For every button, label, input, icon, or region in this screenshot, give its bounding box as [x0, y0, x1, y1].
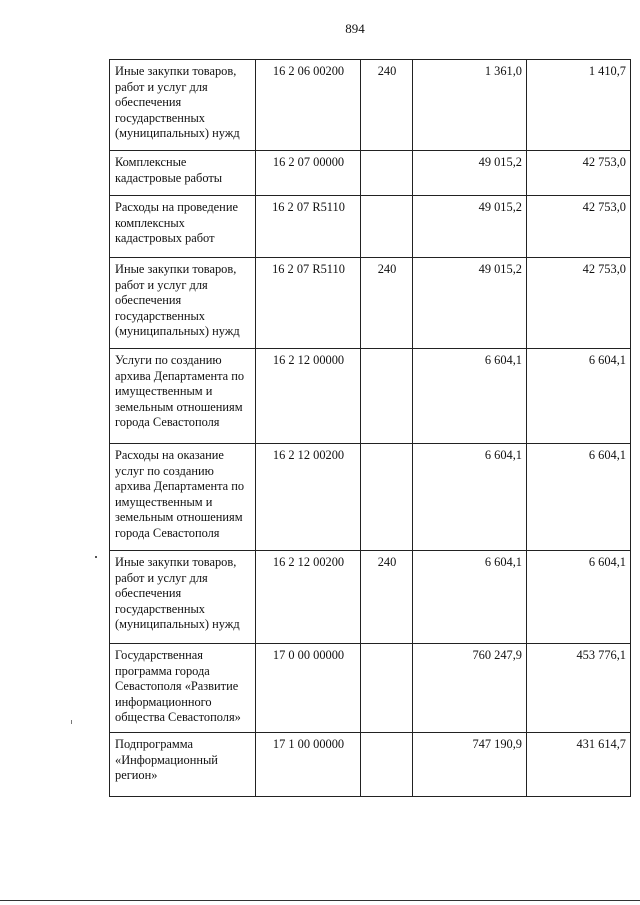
- amount-year-1-cell: 760 247,9: [413, 644, 527, 733]
- page-number: 894: [345, 21, 365, 36]
- expense-name-cell: Иные закупки товаров, работ и услуг для обеспечения государственных (муниципальных) нужд: [110, 551, 256, 644]
- amount-year-2-cell: 42 753,0: [527, 258, 631, 349]
- expense-type-cell: [361, 151, 413, 196]
- page-bottom-rule: [0, 900, 640, 901]
- amount-year-2-cell: 6 604,1: [527, 551, 631, 644]
- target-code-cell: 16 2 12 00000: [256, 349, 361, 444]
- amount-year-2-cell: 6 604,1: [527, 444, 631, 551]
- table-row: [110, 349, 631, 444]
- amount-year-2-cell: 431 614,7: [527, 733, 631, 797]
- target-code-cell: 16 2 07 R5110: [256, 258, 361, 349]
- expense-type-cell: 240: [361, 60, 413, 151]
- amount-year-1-cell: 49 015,2: [413, 151, 527, 196]
- amount-year-1-cell: 1 361,0: [413, 60, 527, 151]
- target-code-cell: 16 2 12 00200: [256, 551, 361, 644]
- amount-year-2-cell: 453 776,1: [527, 644, 631, 733]
- target-code-cell: 16 2 07 00000: [256, 151, 361, 196]
- amount-year-1-cell: 6 604,1: [413, 551, 527, 644]
- amount-year-2-cell: 6 604,1: [527, 349, 631, 444]
- table-row: [110, 258, 631, 349]
- amount-year-1-cell: 49 015,2: [413, 196, 527, 258]
- expense-name-cell: Услуги по созданию архива Департамента по имущественным и земельным отношениям города Севастополя: [110, 349, 256, 444]
- target-code-cell: 17 1 00 00000: [256, 733, 361, 797]
- target-code-cell: 16 2 06 00200: [256, 60, 361, 151]
- amount-year-2-cell: 1 410,7: [527, 60, 631, 151]
- table-row: [110, 551, 631, 644]
- expense-type-cell: [361, 349, 413, 444]
- amount-year-1-cell: 747 190,9: [413, 733, 527, 797]
- amount-year-1-cell: 6 604,1: [413, 444, 527, 551]
- expense-type-cell: 240: [361, 258, 413, 349]
- scan-speck: [95, 556, 97, 558]
- amount-year-2-cell: 42 753,0: [527, 151, 631, 196]
- expense-type-cell: 240: [361, 551, 413, 644]
- table-row: [110, 60, 631, 151]
- amount-year-1-cell: 6 604,1: [413, 349, 527, 444]
- table-row: [110, 151, 631, 196]
- table-row: [110, 733, 631, 797]
- expense-name-cell: Иные закупки товаров, работ и услуг для обеспечения государственных (муниципальных) нужд: [110, 258, 256, 349]
- budget-table: [109, 59, 631, 797]
- amount-year-1-cell: 49 015,2: [413, 258, 527, 349]
- scan-speck: [71, 720, 72, 724]
- expense-name-cell: Расходы на проведение комплексных кадастровых работ: [110, 196, 256, 258]
- amount-year-2-cell: 42 753,0: [527, 196, 631, 258]
- target-code-cell: 16 2 07 R5110: [256, 196, 361, 258]
- expense-name-cell: Комплексные кадастровые работы: [110, 151, 256, 196]
- expense-name-cell: Государственная программа города Севастополя «Развитие информационного общества Севастополя»: [110, 644, 256, 733]
- expense-type-cell: [361, 733, 413, 797]
- target-code-cell: 17 0 00 00000: [256, 644, 361, 733]
- expense-name-cell: Подпрограмма «Информационный регион»: [110, 733, 256, 797]
- budget-table-body: [110, 60, 631, 797]
- table-row: [110, 196, 631, 258]
- expense-name-cell: Расходы на оказание услуг по созданию архива Департамента по имущественным и земельным отношениям города Севастополя: [110, 444, 256, 551]
- table-row: [110, 644, 631, 733]
- expense-type-cell: [361, 444, 413, 551]
- expense-name-cell: Иные закупки товаров, работ и услуг для обеспечения государственных (муниципальных) нужд: [110, 60, 256, 151]
- target-code-cell: 16 2 12 00200: [256, 444, 361, 551]
- expense-type-cell: [361, 196, 413, 258]
- table-row: [110, 444, 631, 551]
- expense-type-cell: [361, 644, 413, 733]
